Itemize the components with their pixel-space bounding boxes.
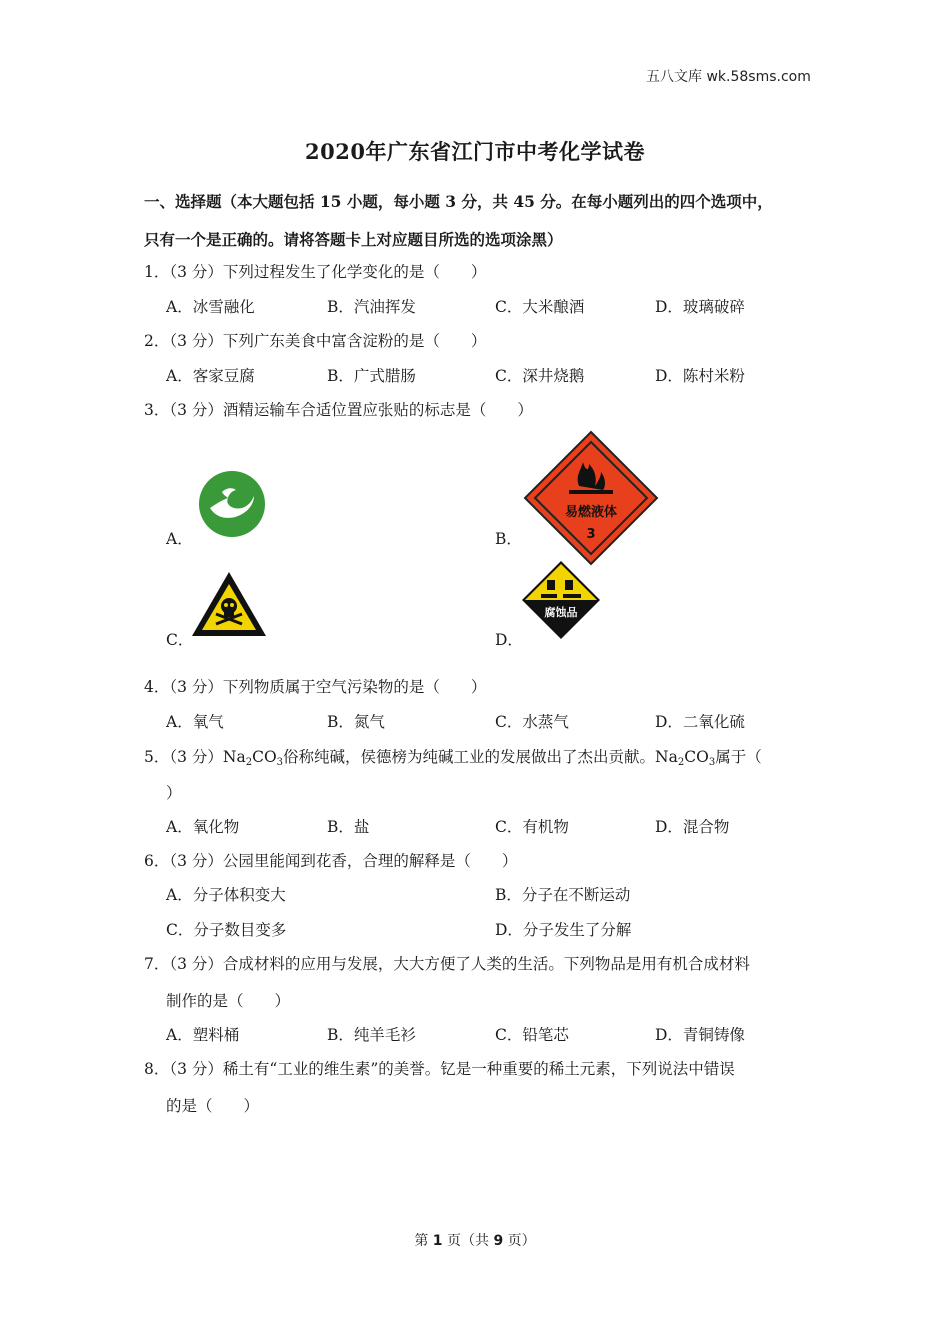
q5-line2: ） <box>166 784 182 802</box>
q5-suffix: 属于（ <box>715 748 762 766</box>
footer-total-pages: 9 <box>493 1233 504 1249</box>
question-8-line2: 的是（ ） <box>166 1097 260 1115</box>
question-4: 4．（3 分）下列物质属于空气污染物的是（ ） <box>144 678 487 696</box>
watermark: 五八文库 wk.58sms.com <box>646 69 811 85</box>
q4-option-a: A．氧气 <box>166 713 224 731</box>
q7-option-d: D．青铜铸像 <box>655 1026 745 1044</box>
page-footer <box>0 1230 950 1250</box>
q3-option-d: D． <box>495 631 523 649</box>
question-3: 3．（3 分）酒精运输车合适位置应张贴的标志是（ ） <box>144 401 533 419</box>
q5-sub-1: 2 <box>245 757 253 768</box>
q5-prefix: 5．（3 分）Na <box>144 748 246 766</box>
q6-option-b: B．分子在不断运动 <box>495 886 631 904</box>
q6-option-c: C．分子数目变多 <box>166 921 287 939</box>
question-1: 1．（3 分）下列过程发生了化学变化的是（ ） <box>144 263 487 281</box>
q5-mid-3: CO <box>684 748 709 766</box>
q4-option-b: B．氮气 <box>327 713 385 731</box>
footer-post: 页） <box>503 1233 536 1249</box>
corrosive-sign-label: 腐蚀品 <box>544 606 578 619</box>
footer-mid: 页（共 <box>442 1233 494 1249</box>
q5-option-d: D．混合物 <box>655 818 730 836</box>
q7-option-c: C．铅笔芯 <box>495 1026 569 1044</box>
q3-option-c: C． <box>166 631 194 649</box>
footer-page-number: 1 <box>432 1233 443 1249</box>
q1-option-d: D．玻璃破碎 <box>655 298 745 316</box>
q5-mid-1: CO <box>252 748 277 766</box>
q1-option-a: A．冰雪融化 <box>166 298 255 316</box>
question-5 <box>144 745 762 768</box>
question-6: 6．（3 分）公园里能闻到花香，合理的解释是（ ） <box>144 852 518 870</box>
section-heading-line1: 一、选择题（本大题包括 15 小题，每小题 3 分，共 45 分。在每小题列出的四个选项中， <box>144 192 773 211</box>
q6-option-d: D．分子发生了分解 <box>495 921 632 939</box>
q4-option-c: C．水蒸气 <box>495 713 569 731</box>
q6-option-a: A．分子体积变大 <box>166 886 286 904</box>
q3-option-a: A． <box>166 530 193 548</box>
q5-option-a: A．氧化物 <box>166 818 240 836</box>
q2-option-d: D．陈村米粉 <box>655 367 745 385</box>
q2-option-b: B．广式腊肠 <box>327 367 416 385</box>
q4-option-d: D．二氧化硫 <box>655 713 745 731</box>
q5-option-b: B．盐 <box>327 818 370 836</box>
recycle-icon <box>198 470 266 538</box>
q3-option-b: B． <box>495 530 522 548</box>
page-title: 2020年广东省江门市中考化学试卷 <box>305 139 645 164</box>
q2-option-a: A．客家豆腐 <box>166 367 255 385</box>
section-heading-line2: 只有一个是正确的。请将答题卡上对应题目所选的选项涂黑） <box>144 230 563 249</box>
q5-sub-2: 3 <box>276 757 284 768</box>
corrosive-icon <box>521 560 601 640</box>
question-2: 2．（3 分）下列广东美食中富含淀粉的是（ ） <box>144 332 487 350</box>
q2-option-c: C．深井烧鹅 <box>495 367 585 385</box>
q5-sub-4: 3 <box>708 757 716 768</box>
q5-mid-2: 俗称纯碱，侯德榜为纯碱工业的发展做出了杰出贡献。Na <box>283 748 678 766</box>
flammable-liquid-icon <box>523 430 659 566</box>
q1-option-b: B．汽油挥发 <box>327 298 416 316</box>
q1-option-c: C．大米酿酒 <box>495 298 585 316</box>
q5-option-c: C．有机物 <box>495 818 569 836</box>
flammable-sign-class: 3 <box>586 527 596 542</box>
question-7-line2: 制作的是（ ） <box>166 992 291 1010</box>
q7-option-b: B．纯羊毛衫 <box>327 1026 416 1044</box>
question-8-line1: 8．（3 分）稀土有“工业的维生素”的美誉。钇是一种重要的稀土元素，下列说法中错误 <box>144 1060 735 1078</box>
question-7-line1: 7．（3 分）合成材料的应用与发展，大大方便了人类的生活。下列物品是用有机合成材料 <box>144 955 750 973</box>
flammable-sign-label: 易燃液体 <box>564 505 618 520</box>
q7-option-a: A．塑料桶 <box>166 1026 240 1044</box>
q5-sub-3: 2 <box>677 757 685 768</box>
footer-pre: 第 <box>414 1233 433 1249</box>
toxic-skull-icon <box>190 570 268 638</box>
